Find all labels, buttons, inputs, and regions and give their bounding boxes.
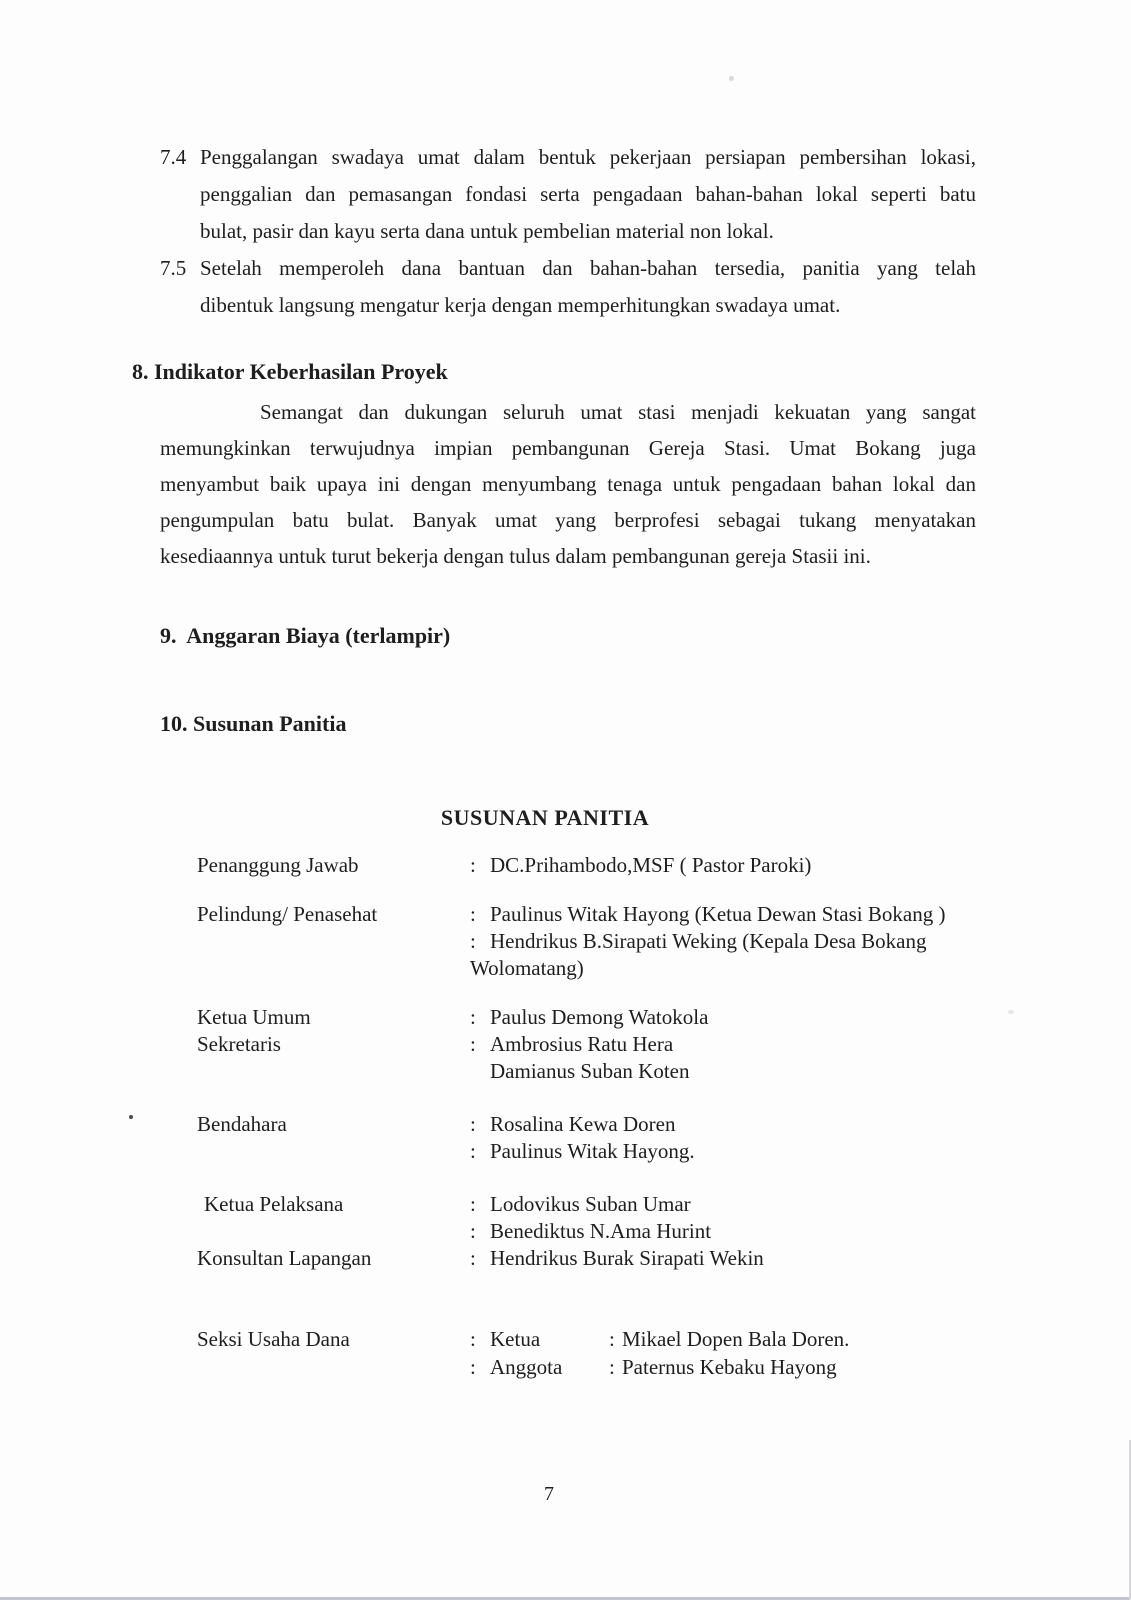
- committee-group-penanggung-jawab: [197, 852, 997, 879]
- colon: [470, 1058, 490, 1085]
- committee-group-pelindung: [197, 901, 997, 982]
- scan-speck: [729, 76, 734, 81]
- colon: :: [609, 1355, 615, 1379]
- list-item-text: [200, 250, 976, 324]
- list-item-number: 7.5: [160, 256, 187, 280]
- person-name: Ambrosius Ratu Hera: [490, 1032, 674, 1056]
- committee-row: [197, 1218, 997, 1245]
- sub-role-label: Anggota: [490, 1355, 563, 1379]
- committee-list: [197, 852, 997, 1381]
- colon: :: [470, 1005, 476, 1029]
- section-10-heading: 10. Susunan Panitia: [160, 711, 347, 736]
- list-item-text: [200, 139, 976, 250]
- section-9-heading: 9. Anggaran Biaya (terlampir): [160, 623, 451, 648]
- section-8-heading: 8. Indikator Keberhasilan Proyek: [132, 359, 448, 384]
- committee-row: [197, 852, 997, 879]
- person-name: Damianus Suban Koten: [490, 1059, 690, 1083]
- scan-dot: [129, 1115, 133, 1119]
- colon: :: [609, 1327, 615, 1351]
- person-name: Paulinus Witak Hayong (Ketua Dewan Stasi Bokang ): [490, 902, 946, 926]
- colon: :: [470, 1192, 476, 1216]
- role-label: [197, 1218, 470, 1245]
- colon: :: [470, 1139, 476, 1163]
- committee-group-bendahara: [197, 1111, 997, 1165]
- committee-title: SUSUNAN PANITIA: [440, 805, 650, 830]
- committee-row: [197, 1138, 997, 1165]
- person-name: Wolomatang): [470, 956, 584, 980]
- role-label: [197, 955, 470, 982]
- committee-row: [197, 1004, 997, 1031]
- role-label: Bendahara: [197, 1112, 287, 1136]
- committee-row: [197, 1353, 997, 1381]
- role-label: Pelindung/ Penasehat: [197, 902, 378, 926]
- committee-group-seksi-usaha-dana: [197, 1325, 997, 1381]
- person-name: Rosalina Kewa Doren: [490, 1112, 676, 1136]
- role-label: Ketua Pelaksana: [204, 1192, 344, 1216]
- text-line: bulat, pasir dan kayu serta dana untuk pembelian material non lokal.: [200, 219, 774, 243]
- committee-row: [197, 1031, 997, 1058]
- numbered-list: [160, 139, 976, 324]
- text-line: Semangat dan dukungan seluruh umat stasi menjadi kekuatan yang sangat: [260, 400, 976, 424]
- person-name: Paternus Kebaku Hayong: [622, 1355, 837, 1379]
- role-label: Seksi Usaha Dana: [197, 1327, 350, 1351]
- person-name: Mikael Dopen Bala Doren.: [622, 1327, 850, 1351]
- text-line: Setelah memperoleh dana bantuan dan bahan-bahan tersedia, panitia yang telah: [200, 256, 976, 280]
- colon: :: [470, 1327, 476, 1351]
- scan-speck: [1008, 1010, 1014, 1014]
- text-line: memungkinkan terwujudnya impian pembangunan Gereja Stasi. Umat Bokang juga: [160, 436, 976, 460]
- person-name: Hendrikus Burak Sirapati Wekin: [490, 1246, 764, 1270]
- committee-row: [197, 1325, 997, 1353]
- role-label: [197, 1353, 470, 1381]
- committee-group-ketua-pelaksana: [197, 1191, 997, 1272]
- colon: :: [470, 1355, 476, 1379]
- colon: :: [470, 853, 476, 877]
- colon: :: [470, 929, 476, 953]
- committee-row: [197, 928, 997, 955]
- committee-row: [197, 1111, 997, 1138]
- person-name: DC.Prihambodo,MSF ( Pastor Paroki): [490, 853, 812, 877]
- role-label: Penanggung Jawab: [197, 853, 359, 877]
- text-line: menyambut baik upaya ini dengan menyumbang tenaga untuk pengadaan bahan lokal dan: [160, 472, 976, 496]
- committee-row: [197, 1245, 997, 1272]
- list-item-7-5: [160, 250, 976, 324]
- section-8-paragraph: [160, 394, 976, 574]
- role-label: [197, 1058, 470, 1085]
- person-name: Paulus Demong Watokola: [490, 1005, 709, 1029]
- colon: :: [470, 1112, 476, 1136]
- text-line: Penggalangan swadaya umat dalam bentuk pekerjaan persiapan pembersihan lokasi,: [200, 145, 976, 169]
- colon: :: [470, 1032, 476, 1056]
- colon: :: [470, 902, 476, 926]
- person-name: Hendrikus B.Sirapati Weking (Kepala Desa Bokang: [490, 929, 927, 953]
- text-line: pengumpulan batu bulat. Banyak umat yang berprofesi sebagai tukang menyatakan: [160, 508, 976, 532]
- committee-row: [197, 1191, 997, 1218]
- text-line: dibentuk langsung mengatur kerja dengan memperhitungkan swadaya umat.: [200, 293, 841, 317]
- text-line: penggalian dan pemasangan fondasi serta pengadaan bahan-bahan lokal seperti batu: [200, 182, 976, 206]
- colon: :: [470, 1219, 476, 1243]
- colon: :: [470, 1246, 476, 1270]
- role-label: Sekretaris: [197, 1032, 281, 1056]
- role-label: [197, 928, 470, 955]
- committee-row: [197, 901, 997, 928]
- list-item-7-4: [160, 139, 976, 250]
- role-label: Ketua Umum: [197, 1005, 311, 1029]
- committee-group-ketua-umum: [197, 1004, 997, 1085]
- person-name: Benediktus N.Ama Hurint: [490, 1219, 712, 1243]
- text-line: kesediaannya untuk turut bekerja dengan tulus dalam pembangunan gereja Stasii ini.: [160, 544, 871, 568]
- role-label: Konsultan Lapangan: [197, 1246, 372, 1270]
- committee-row: [197, 1058, 997, 1085]
- person-name: Paulinus Witak Hayong.: [490, 1139, 695, 1163]
- page-number: 7: [544, 1483, 554, 1505]
- person-name: Lodovikus Suban Umar: [490, 1192, 691, 1216]
- sub-role-label: Ketua: [490, 1327, 541, 1351]
- role-label: [197, 1138, 470, 1165]
- list-item-number: 7.4: [160, 145, 187, 169]
- committee-row: [197, 955, 997, 982]
